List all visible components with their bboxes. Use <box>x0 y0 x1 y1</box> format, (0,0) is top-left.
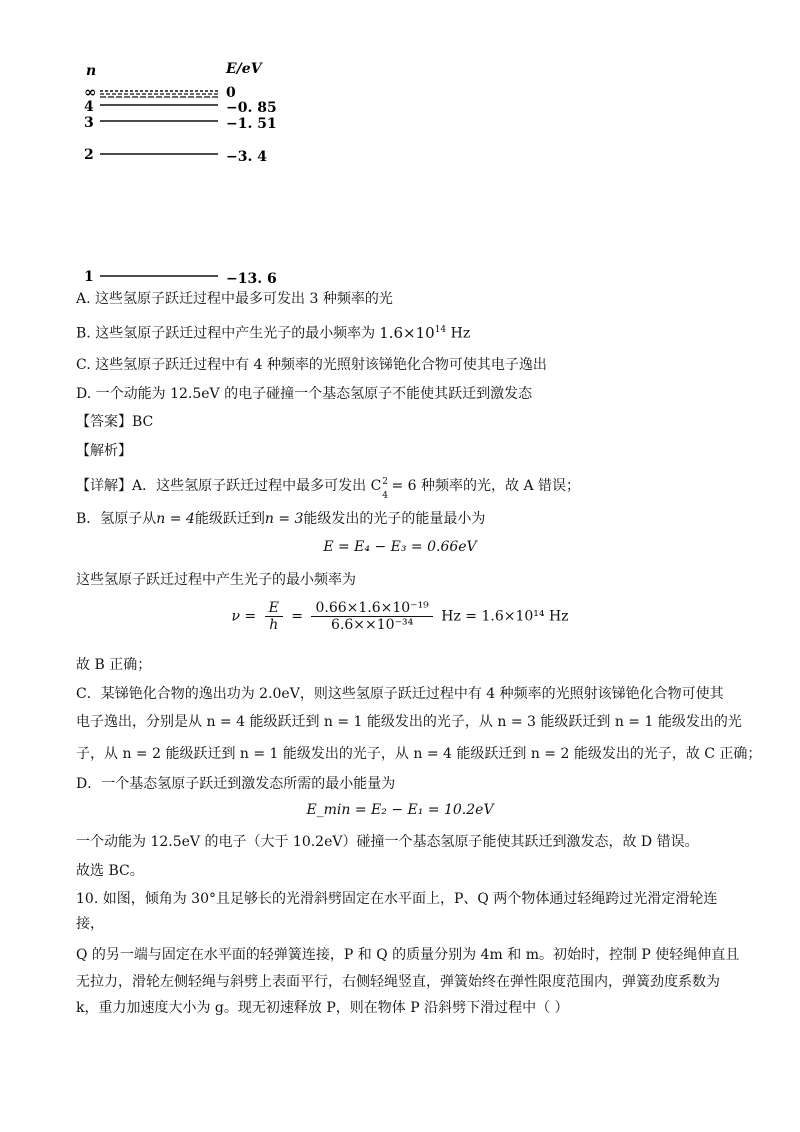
option-b-formula: 1.6×10 <box>379 323 435 342</box>
eq2-left: ν = <box>231 608 257 625</box>
eq2-equals: = <box>291 608 304 625</box>
option-b-exp: 14 <box>434 325 447 335</box>
detail-c-line2: 电子逸出，分别是从 n = 4 能级跃迁到 n = 1 能级发出的光子，从 n = 3 能级跃迁到 n = 1 能级发出的光 <box>76 714 742 730</box>
detail-a-formula <box>370 477 417 501</box>
level-n-1: 1 <box>84 269 94 285</box>
detail-b-line1 <box>76 509 485 529</box>
answer: 【答案】BC <box>76 414 154 430</box>
option-d: D. 一个动能为 12.5eV 的电子碰撞一个基态氢原子不能使其跃迁到激发态 <box>76 386 533 402</box>
e-header: E/eV <box>226 61 262 77</box>
q10-line3: Q 的另一端与固定在水平面的轻弹簧连接，P 和 Q 的质量分别为 4m 和 m。初始时，控制 P 使轻绳伸直且 <box>76 947 740 963</box>
detail-a-pre: 【详解】A．这些氢原子跃迁过程中最多可发出 <box>76 478 367 494</box>
eq2-frac2 <box>311 600 432 633</box>
detail-c-line1: C．某锑铯化合物的逸出功为 2.0eV，则这些氢原子跃迁过程中有 4 种频率的光照射该锑铯化合物可使其 <box>76 686 724 702</box>
eq2-right: Hz = 1.6×10¹⁴ Hz <box>441 608 569 625</box>
q10-line2: 接， <box>76 916 104 932</box>
level-e-3: −1. 51 <box>226 116 277 132</box>
detail-b-post: 能级发出的光子的能量最小为 <box>303 511 486 527</box>
detail-d-eq: E_min = E₂ − E₁ = 10.2eV <box>306 802 494 818</box>
level-e-1: −13. 6 <box>226 271 277 287</box>
detail-b-mid: 能级跃迁到 <box>194 511 265 527</box>
option-b-unit: Hz <box>446 325 471 342</box>
level-e-inf: 0 <box>226 85 236 101</box>
energy-level-diagram <box>78 55 308 295</box>
option-b-text: B. 这些氢原子跃迁过程中产生光子的最小频率为 <box>76 325 376 342</box>
option-a: A. 这些氢原子跃迁过程中最多可发出 3 种频率的光 <box>76 291 393 307</box>
option-c: C. 这些氢原子跃迁过程中有 4 种频率的光照射该锑铯化合物可使其电子逸出 <box>76 357 547 373</box>
detail-d-line1: D．一个基态氢原子跃迁到激发态所需的最小能量为 <box>76 776 396 792</box>
eq2-frac1 <box>265 600 283 633</box>
detail-b-eq1: E = E₄ − E₃ = 0.66eV <box>323 539 477 555</box>
level-e-2: −3. 4 <box>226 149 267 165</box>
detail-b-pre: B．氢原子从 <box>76 511 157 527</box>
level-n-4: 4 <box>84 99 94 115</box>
q10-line5: k，重力加速度大小为 g。现无初速释放 P，则在物体 P 沿斜劈下滑过程中（ ） <box>76 1000 569 1016</box>
eq2-frac1-num: E <box>265 600 283 617</box>
eq2-frac1-den: h <box>269 617 279 633</box>
level-e-4: −0. 85 <box>226 100 277 116</box>
eq2-frac2-num: 0.66×1.6×10⁻¹⁹ <box>311 600 432 617</box>
n-header: n <box>86 63 97 79</box>
detail-b-conclusion: 故 B 正确； <box>76 657 152 673</box>
combination-result: = 6 <box>387 478 417 494</box>
detail-b-line2: 这些氢原子跃迁过程中产生光子的最小频率为 <box>76 572 356 588</box>
q10-line4: 无拉力，滑轮左侧轻绳与斜劈上表面平行，右侧轻绳竖直，弹簧始终在弹性限度范围内，弹簧劲度系数为 <box>76 974 720 990</box>
detail-a <box>76 476 580 502</box>
detail-b-n4: n = 4 <box>156 511 195 527</box>
energy-level-svg <box>78 55 308 295</box>
q10-line1: 10. 如图，倾角为 30°且足够长的光滑斜劈固定在水平面上，P、Q 两个物体通过轻绳跨过光滑定滑轮连 <box>76 891 718 907</box>
eq2-frac2-den: 6.6××10⁻³⁴ <box>331 617 414 633</box>
detail-b-n3: n = 3 <box>264 511 304 527</box>
detail-b-eq2 <box>0 600 800 633</box>
combination-sub: 4 <box>382 490 389 501</box>
level-n-2: 2 <box>84 147 94 163</box>
combination-sup: 2 <box>382 477 389 487</box>
detail-d-line2: 一个动能为 12.5eV 的电子（大于 10.2eV）碰撞一个基态氢原子能使其跃迁到激发态，故 D 错误。 <box>76 834 699 850</box>
level-n-inf: ∞ <box>84 83 97 101</box>
option-b <box>76 320 470 344</box>
detail-c-line3: 子，从 n = 2 能级跃迁到 n = 1 能级发出的光子，从 n = 4 能级跃迁到 n = 2 能级发出的光子，故 C 正确； <box>76 746 762 762</box>
level-n-3: 3 <box>84 115 94 131</box>
detail-choose: 故选 BC。 <box>76 863 144 879</box>
detail-a-post: 种频率的光，故 A 错误； <box>421 478 581 494</box>
combination-symbol: C <box>370 478 382 494</box>
analysis-label: 【解析】 <box>76 443 132 459</box>
